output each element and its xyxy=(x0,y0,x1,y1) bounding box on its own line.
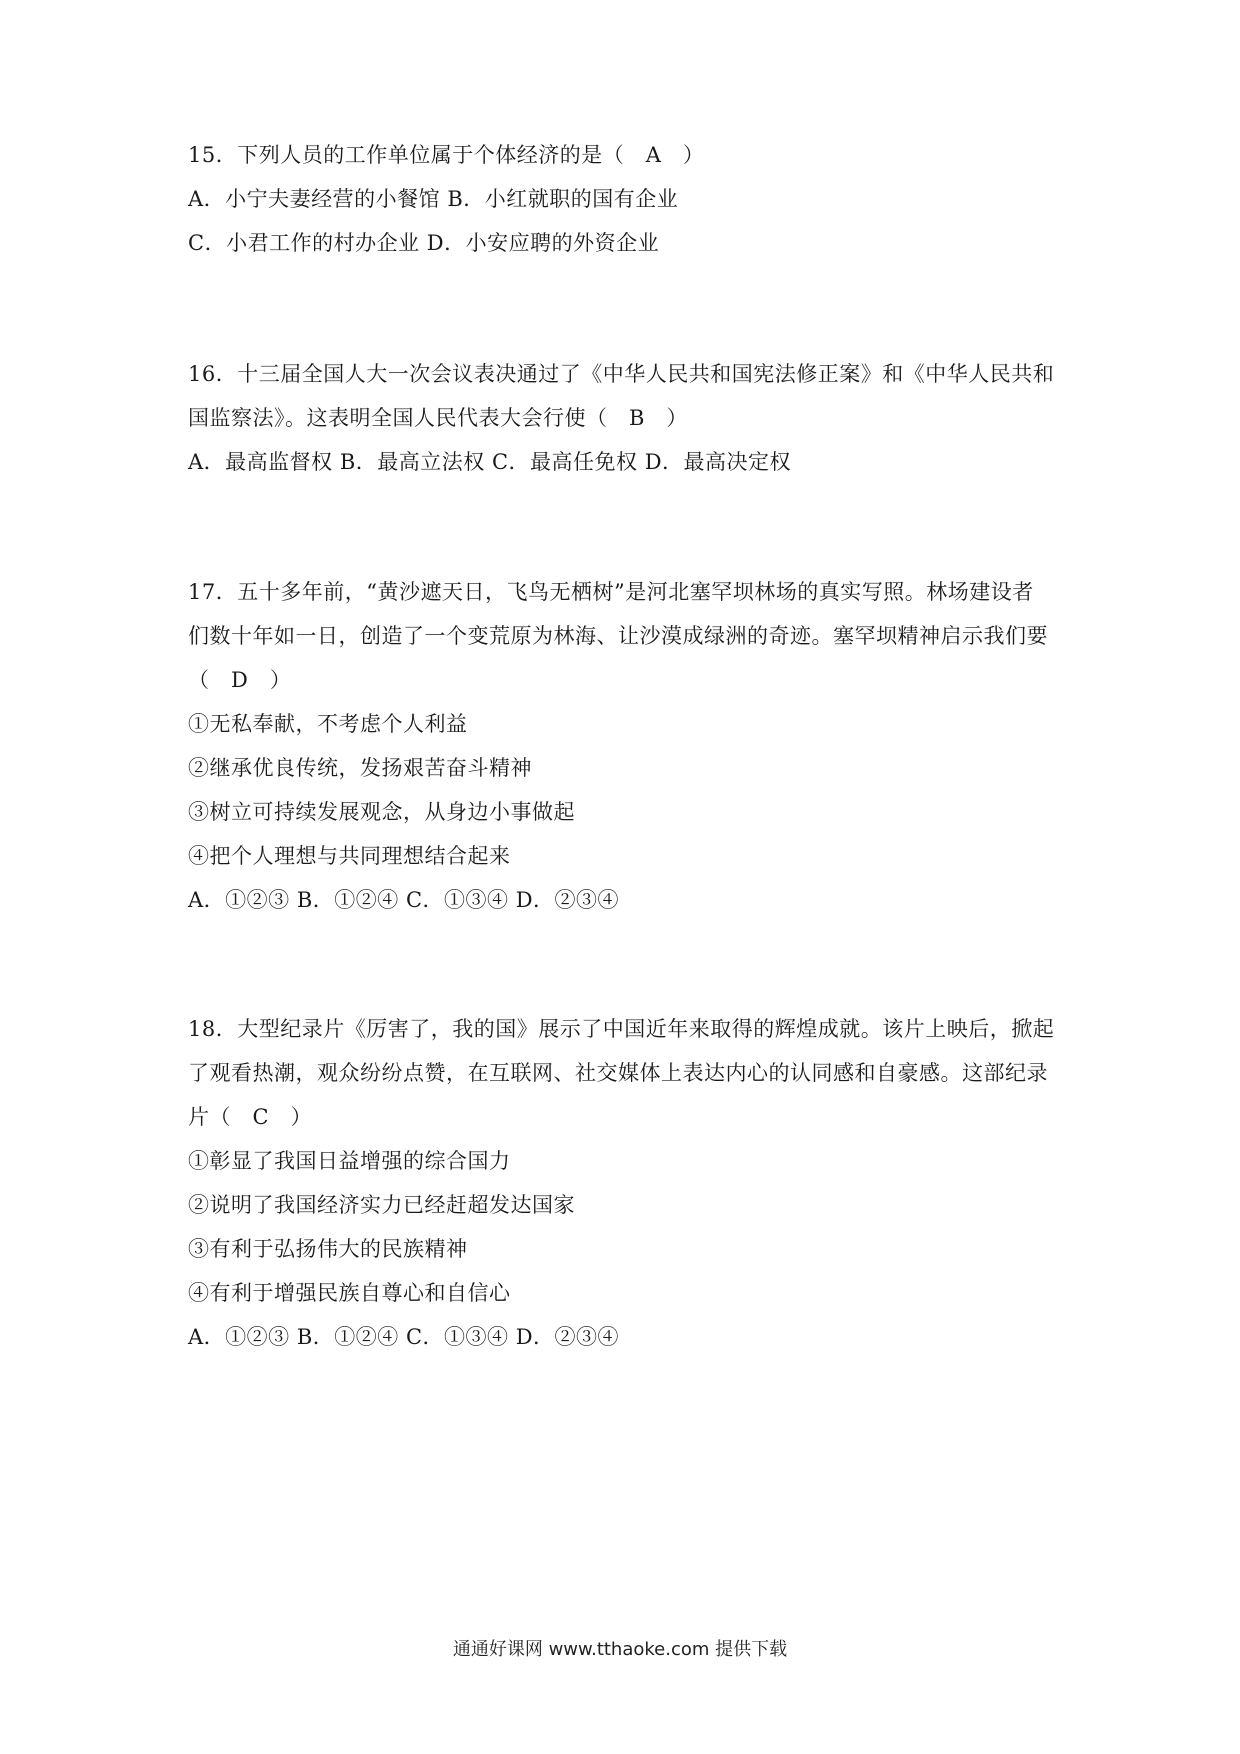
question-17-stem-line-1: 17．五十多年前，“黄沙遮天日，飞鸟无栖树”是河北塞罕坝林场的真实写照。林场建设者 xyxy=(188,580,1034,604)
question-17-statement-1: ①无私奉献，不考虑个人利益 xyxy=(188,712,468,736)
question-18-statement-1: ①彰显了我国日益增强的综合国力 xyxy=(188,1149,511,1173)
question-17-statement-2: ②继承优良传统，发扬艰苦奋斗精神 xyxy=(188,756,532,780)
question-17-answer: （ D ） xyxy=(188,668,292,692)
question-18-stem-line-2: 了观看热潮，观众纷纷点赞，在互联网、社交媒体上表达内心的认同感和自豪感。这部纪录 xyxy=(188,1061,1048,1085)
question-15-options-ab: A．小宁夫妻经营的小餐馆 B．小红就职的国有企业 xyxy=(188,187,679,211)
question-17-options: A．①②③ B．①②④ C．①③④ D．②③④ xyxy=(188,888,620,912)
question-18-answer: 片（ C ） xyxy=(188,1105,313,1129)
question-15-options-cd: C．小君工作的村办企业 D．小安应聘的外资企业 xyxy=(188,231,660,255)
question-16-stem-line-2: 国监察法》。这表明全国人民代表大会行使（ B ） xyxy=(188,406,688,430)
question-18-stem-line-1: 18．大型纪录片《厉害了，我的国》展示了中国近年来取得的辉煌成就。该片上映后，掀起 xyxy=(188,1017,1055,1041)
question-17-stem-line-2: 们数十年如一日，创造了一个变荒原为林海、让沙漠成绿洲的奇迹。塞罕坝精神启示我们要 xyxy=(188,624,1048,648)
question-18-options: A．①②③ B．①②④ C．①③④ D．②③④ xyxy=(188,1325,620,1349)
question-18-statement-3: ③有利于弘扬伟大的民族精神 xyxy=(188,1237,468,1261)
question-15-stem: 15．下列人员的工作单位属于个体经济的是（ A ） xyxy=(188,143,705,167)
question-18-statement-2: ②说明了我国经济实力已经赶超发达国家 xyxy=(188,1193,575,1217)
question-16-stem-line-1: 16．十三届全国人大一次会议表决通过了《中华人民共和国宪法修正案》和《中华人民共和 xyxy=(188,362,1055,386)
question-16-options: A．最高监督权 B．最高立法权 C．最高任免权 D．最高决定权 xyxy=(188,450,792,474)
page-footer: 通通好课网 www.tthaoke.com 提供下载 xyxy=(452,1639,788,1660)
question-18-statement-4: ④有利于增强民族自尊心和自信心 xyxy=(188,1281,511,1305)
question-17-statement-3: ③树立可持续发展观念，从身边小事做起 xyxy=(188,800,575,824)
question-17-statement-4: ④把个人理想与共同理想结合起来 xyxy=(188,844,511,868)
